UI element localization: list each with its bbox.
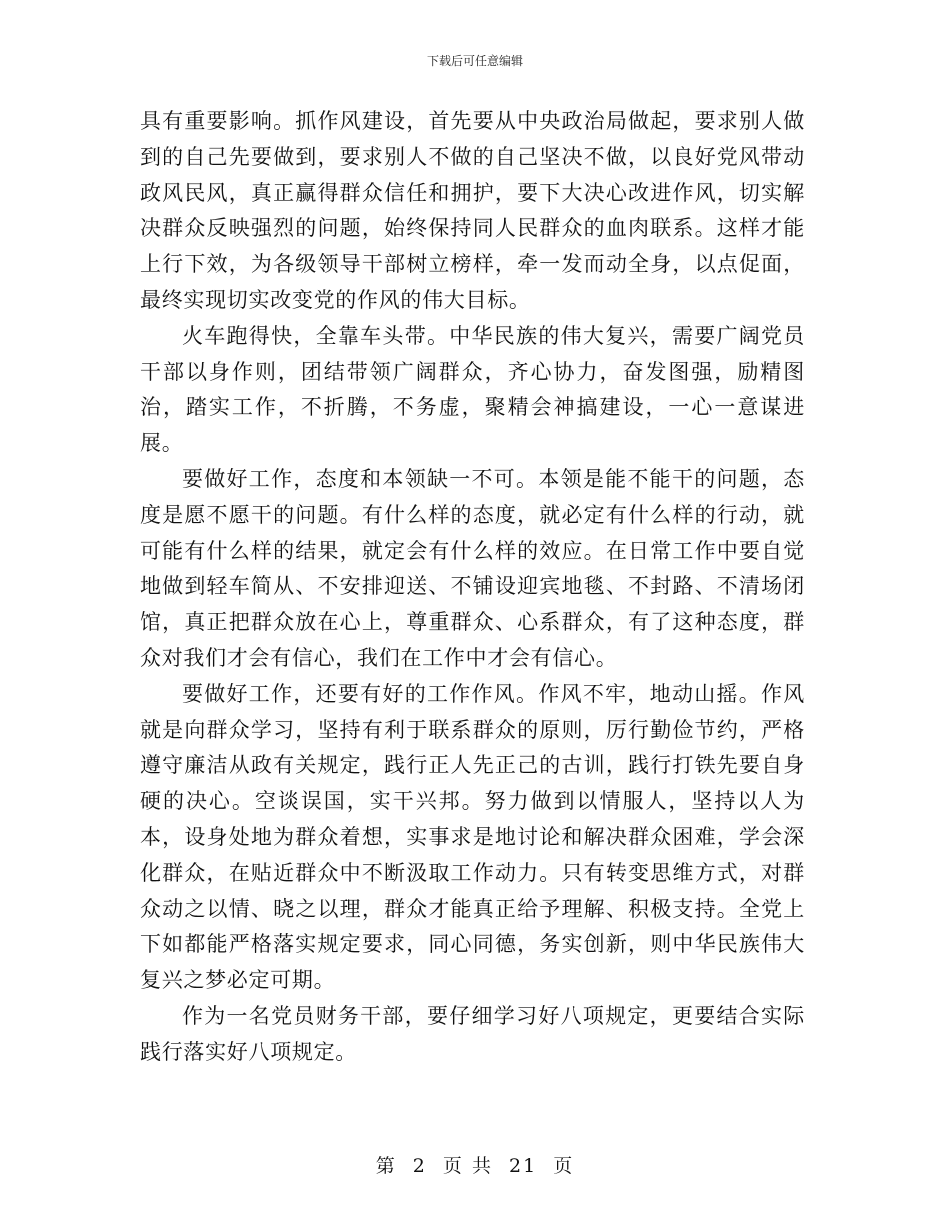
paragraph-5: 作为一名党员财务干部，要仔细学习好八项规定，更要结合实际践行落实好八项规定。	[140, 1003, 805, 1064]
footer-total-pages: 21	[509, 1155, 538, 1177]
paragraph-1: 具有重要影响。抓作风建设，首先要从中央政治局做起，要求别人做到的自己先要做到，要求别人不做的自己坚决不做，以良好党风带动政风民风，真正赢得群众信任和拥护，要下大决心改进作风，切实解决群众反映强烈的问题，始终保持同人民群众的血肉联系。这样才能上行下效，为各级领导干部树立榜样，牵一发而动全身，以点促面，最终实现切实改变党的作风的伟大目标。	[140, 109, 805, 312]
paragraph-3: 要做好工作，态度和本领缺一不可。本领是能不能干的问题，态度是愿不愿干的问题。有什么样的态度，就必定有什么样的行动，就可能有什么样的结果，就定会有什么样的效应。在日常工作中要自觉地做到轻车简从、不安排迎送、不铺设迎宾地毯、不封路、不清场闭馆，真正把群众放在心上，尊重群众、心系群众，有了这种态度，群众对我们才会有信心，我们在工作中才会有信心。	[140, 466, 805, 670]
paragraph-4: 要做好工作，还要有好的工作作风。作风不牢，地动山摇。作风就是向群众学习，坚持有利于联系群众的原则，厉行勤俭节约，严格遵守廉洁从政有关规定，践行正人先正己的古训，践行打铁先要自身硬的决心。空谈误国，实干兴邦。努力做到以情服人，坚持以人为本，设身处地为群众着想，实事求是地讨论和解决群众困难，学会深化群众，在贴近群众中不断汲取工作动力。只有转变思维方式，对群众动之以情、晓之以理，群众才能真正给予理解、积极支持。全党上下如都能严格落实规定要求，同心同德，务实创新，则中华民族伟大复兴之梦必定可期。	[140, 681, 805, 993]
footer-prefix: 第	[375, 1155, 397, 1177]
footer-page-number: 2	[412, 1155, 427, 1177]
page-header: 下载后可任意编辑	[426, 54, 523, 68]
page-footer	[0, 1154, 950, 1178]
document-body	[140, 104, 805, 1071]
paragraph-2: 火车跑得快，全靠车头带。中华民族的伟大复兴，需要广阔党员干部以身作则，团结带领广阔群众，齐心协力，奋发图强，励精图治，踏实工作，不折腾，不务虚，聚精会神搞建设，一心一意谋进展。	[140, 323, 805, 456]
footer-suffix: 页	[553, 1155, 575, 1177]
footer-middle: 页 共	[442, 1155, 493, 1177]
